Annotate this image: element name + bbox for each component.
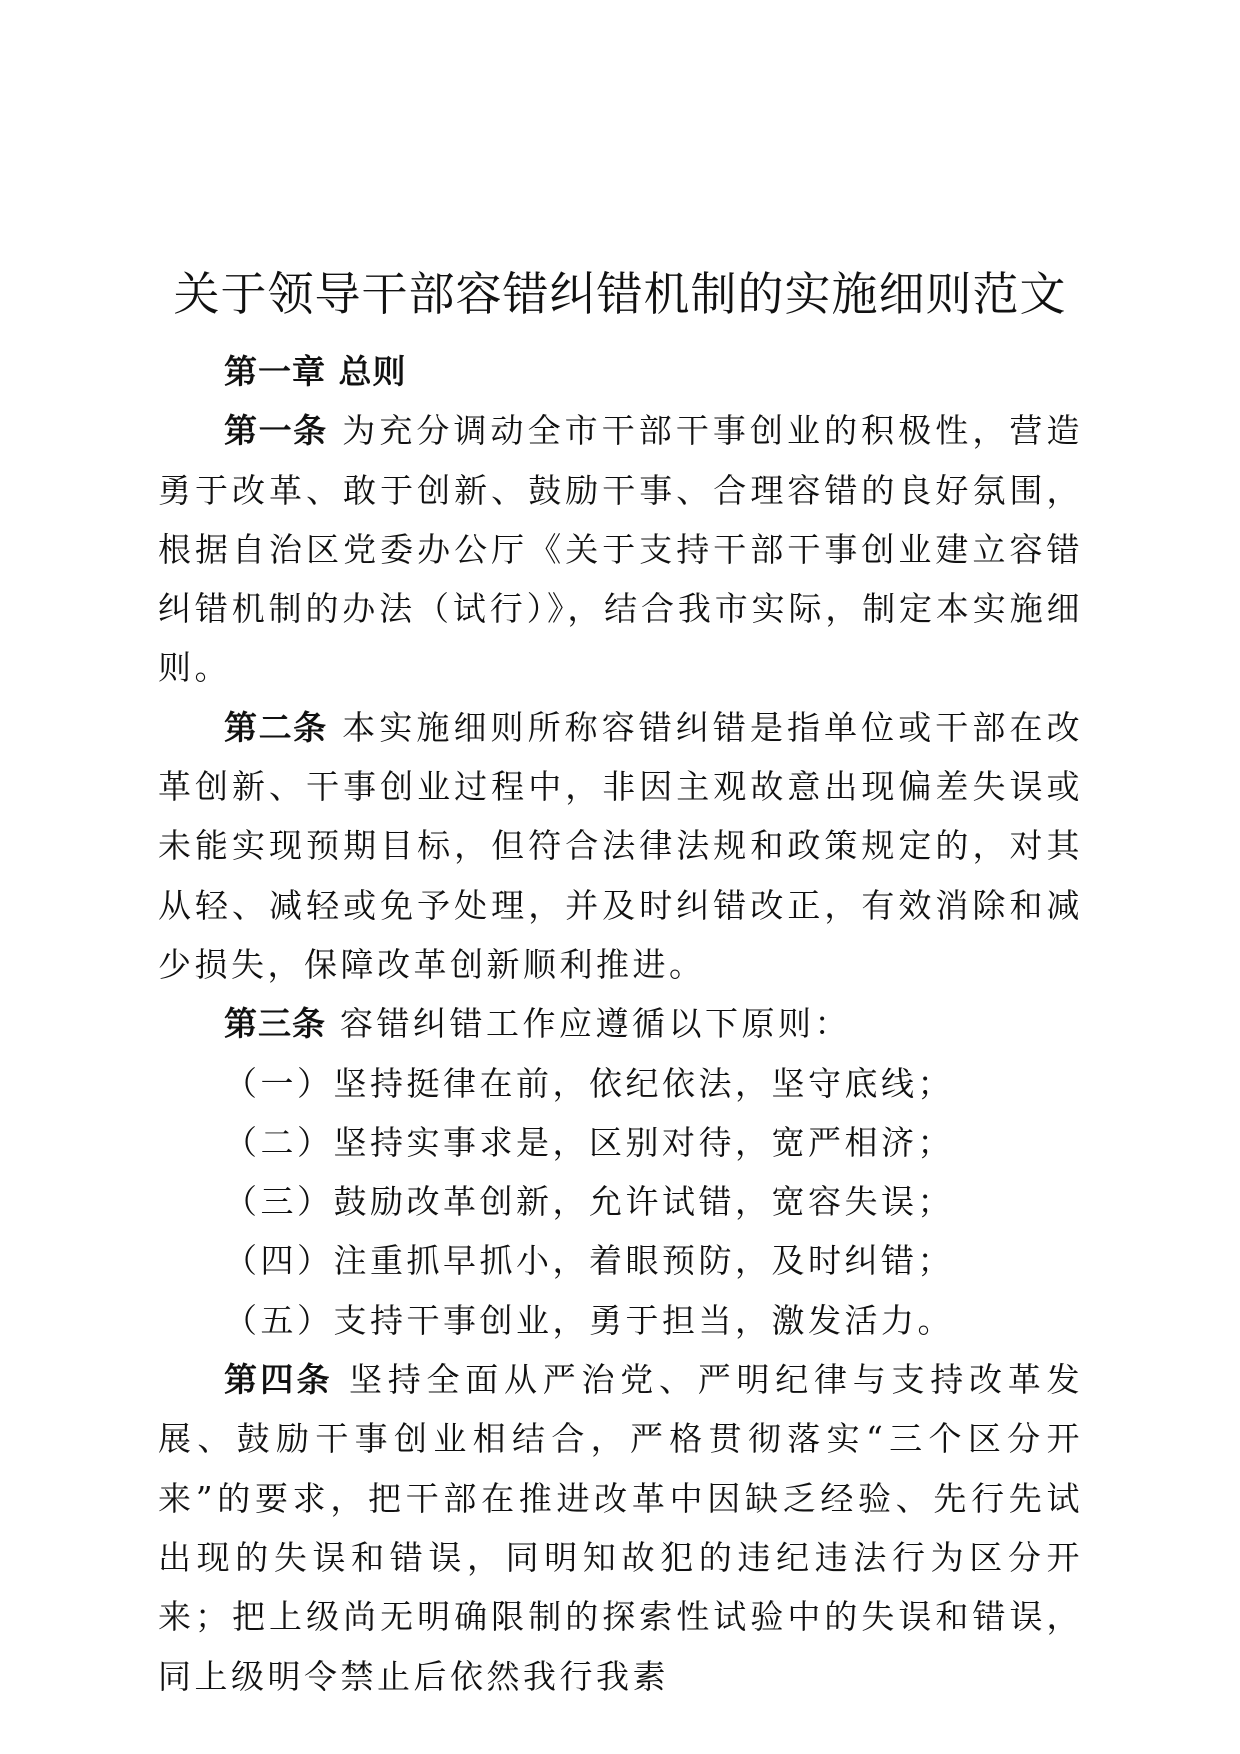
principle-item-4: （四）注重抓早抓小，着眼预防，及时纠错； (224, 1241, 954, 1281)
article-4-text: 坚持全面从严治党、严明纪律与支持改革发展、鼓励干事创业相结合，严格贯彻落实“三个区分开来”的要求，把干部在推进改革中因缺乏经验、先行先试出现的失误和错误，同明知故犯的违纪违法行为区分开来；把上级尚无明确限制的探索性试验中的失误和错误，同上级明令禁止后依然我行我素 (158, 1360, 1083, 1696)
chapter-heading: 第一章 总则 (224, 352, 407, 391)
article-3-label: 第三条 (224, 1004, 326, 1044)
article-3 (158, 994, 1083, 1053)
principle-item-3: （三）鼓励改革创新，允许试错，宽容失误； (224, 1182, 954, 1222)
article-2-label: 第二条 (224, 707, 328, 747)
article-1-label: 第一条 (224, 411, 328, 451)
article-4-label: 第四条 (224, 1360, 333, 1400)
principle-item-5: （五）支持干事创业，勇于担当，激发活力。 (224, 1300, 954, 1340)
document-body (158, 342, 1083, 1706)
document-title: 关于领导干部容错纠错机制的实施细则范文 (173, 267, 1067, 321)
principle-item-1: （一）坚持挺律在前，依纪依法，坚守底线； (224, 1063, 954, 1103)
article-2-text: 本实施细则所称容错纠错是指单位或干部在改革创新、干事创业过程中，非因主观故意出现偏差失误或未能实现预期目标，但符合法律法规和政策规定的，对其从轻、减轻或免予处理，并及时纠错改正，有效消除和减少损失，保障改革创新顺利推进。 (158, 707, 1083, 984)
article-1-text: 为充分调动全市干部干事创业的积极性，营造勇于改革、敢于创新、鼓励干事、合理容错的良好氛围，根据自治区党委办公厅《关于支持干部干事创业建立容错纠错机制的办法（试行）》，结合我市实际，制定本实施细则。 (158, 411, 1083, 688)
article-2 (158, 698, 1083, 994)
article-1 (158, 401, 1083, 697)
principle-item-2: （二）坚持实事求是，区别对待，宽严相济； (224, 1122, 954, 1162)
article-4 (158, 1350, 1083, 1706)
article-3-text: 容错纠错工作应遵循以下原则： (326, 1004, 851, 1044)
